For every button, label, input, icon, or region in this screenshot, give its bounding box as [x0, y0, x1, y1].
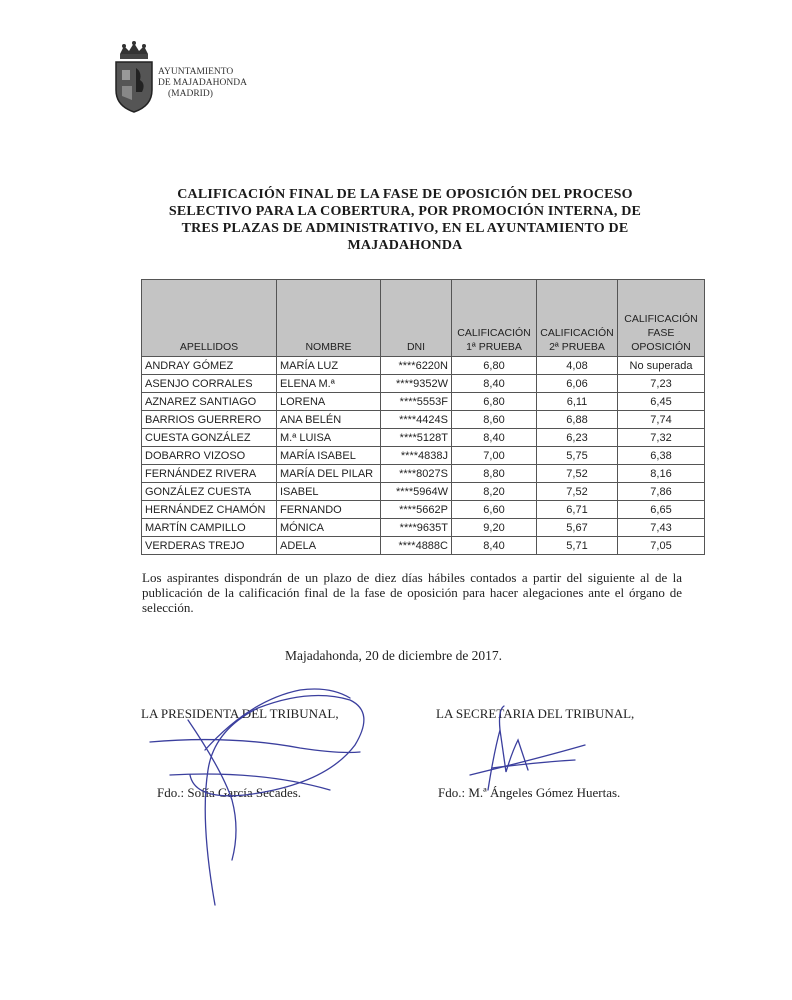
cell-calificacion-final: 7,32	[618, 429, 705, 447]
cell-nombre: M.ª LUISA	[277, 429, 381, 447]
cell-apellidos: ASENJO CORRALES	[142, 375, 277, 393]
cell-apellidos: MARTÍN CAMPILLO	[142, 519, 277, 537]
cell-calificacion-2: 5,67	[537, 519, 618, 537]
municipal-crest-logo	[112, 40, 156, 114]
cell-dni: ****4838J	[381, 447, 452, 465]
cell-apellidos: CUESTA GONZÁLEZ	[142, 429, 277, 447]
cell-calificacion-2: 6,11	[537, 393, 618, 411]
table-row	[142, 429, 705, 447]
cell-calificacion-2: 5,75	[537, 447, 618, 465]
cell-dni: ****6220N	[381, 357, 452, 375]
cell-nombre: ANA BELÉN	[277, 411, 381, 429]
president-name: Fdo.: Sofía García Secades.	[157, 785, 302, 800]
cell-dni: ****4888C	[381, 537, 452, 555]
header-nombre: NOMBRE	[277, 280, 381, 357]
place-and-date: Majadahonda, 20 de diciembre de 2017.	[285, 648, 503, 663]
cell-calificacion-2: 7,52	[537, 465, 618, 483]
table-row	[142, 411, 705, 429]
cell-apellidos: FERNÁNDEZ RIVERA	[142, 465, 277, 483]
header-dni: DNI	[381, 280, 452, 357]
table-row	[142, 375, 705, 393]
header-calificacion-2	[537, 280, 618, 357]
secretary-name: Fdo.: M.ª Ángeles Gómez Huertas.	[438, 785, 621, 800]
cell-calificacion-2: 6,88	[537, 411, 618, 429]
table-row	[142, 483, 705, 501]
cell-calificacion-final: 7,23	[618, 375, 705, 393]
cell-dni: ****5662P	[381, 501, 452, 519]
cell-calificacion-1: 8,20	[452, 483, 537, 501]
cell-calificacion-1: 8,80	[452, 465, 537, 483]
cell-calificacion-1: 9,20	[452, 519, 537, 537]
issuing-organization	[158, 67, 247, 100]
cell-nombre: MARÍA LUZ	[277, 357, 381, 375]
cell-nombre: ISABEL	[277, 483, 381, 501]
cell-calificacion-final: No superada	[618, 357, 705, 375]
org-line-3: (MADRID)	[168, 89, 213, 99]
cell-nombre: ELENA M.ª	[277, 375, 381, 393]
cell-calificacion-final: 7,86	[618, 483, 705, 501]
table-row	[142, 447, 705, 465]
cell-calificacion-final: 6,65	[618, 501, 705, 519]
cell-apellidos: ANDRAY GÓMEZ	[142, 357, 277, 375]
table-row	[142, 465, 705, 483]
cell-calificacion-2: 6,23	[537, 429, 618, 447]
header-final-line2: FASE	[647, 327, 675, 339]
table-row	[142, 501, 705, 519]
cell-apellidos: GONZÁLEZ CUESTA	[142, 483, 277, 501]
cell-calificacion-1: 7,00	[452, 447, 537, 465]
cell-calificacion-2: 7,52	[537, 483, 618, 501]
cell-dni: ****8027S	[381, 465, 452, 483]
cell-calificacion-1: 8,40	[452, 375, 537, 393]
cell-calificacion-final: 8,16	[618, 465, 705, 483]
cell-dni: ****4424S	[381, 411, 452, 429]
cell-calificacion-final: 6,45	[618, 393, 705, 411]
cell-calificacion-final: 7,43	[618, 519, 705, 537]
cell-calificacion-1: 8,60	[452, 411, 537, 429]
grades-table	[141, 279, 705, 555]
cell-dni: ****5964W	[381, 483, 452, 501]
header-apellidos: APELLIDOS	[142, 280, 277, 357]
cell-calificacion-final: 7,05	[618, 537, 705, 555]
cell-dni: ****5128T	[381, 429, 452, 447]
cell-calificacion-final: 7,74	[618, 411, 705, 429]
header-calif2-line2: 2ª PRUEBA	[549, 341, 605, 353]
cell-nombre: ADELA	[277, 537, 381, 555]
cell-apellidos: VERDERAS TREJO	[142, 537, 277, 555]
table-row	[142, 357, 705, 375]
cell-calificacion-2: 4,08	[537, 357, 618, 375]
cell-calificacion-1: 6,60	[452, 501, 537, 519]
org-line-2: DE MAJADAHONDA	[158, 78, 247, 88]
cell-apellidos: HERNÁNDEZ CHAMÓN	[142, 501, 277, 519]
table-row	[142, 393, 705, 411]
cell-nombre: FERNANDO	[277, 501, 381, 519]
cell-calificacion-1: 8,40	[452, 429, 537, 447]
document-title: CALIFICACIÓN FINAL DE LA FASE DE OPOSICIÓN DEL PROCESO SELECTIVO PARA LA COBERTURA, POR PROMOCIÓN INTERNA, DE TRES PLAZAS DE ADMINISTRATIVO, EN EL AYUNTAMIENTO DE MAJADAHONDA	[168, 187, 642, 253]
cell-calificacion-1: 6,80	[452, 357, 537, 375]
cell-calificacion-2: 6,06	[537, 375, 618, 393]
cell-calificacion-2: 5,71	[537, 537, 618, 555]
cell-nombre: MARÍA DEL PILAR	[277, 465, 381, 483]
table-row	[142, 519, 705, 537]
cell-apellidos: AZNAREZ SANTIAGO	[142, 393, 277, 411]
header-calif1-line1: CALIFICACIÓN	[457, 327, 531, 339]
cell-dni: ****9635T	[381, 519, 452, 537]
header-final-line1: CALIFICACIÓN	[624, 313, 698, 325]
cell-nombre: MARÍA ISABEL	[277, 447, 381, 465]
cell-dni: ****9352W	[381, 375, 452, 393]
allegations-notice: Los aspirantes dispondrán de un plazo de diez días hábiles contados a partir del siguiente al de la publicación de la calificación final de la fase de oposición para hacer alegaciones ante el órgano de selección.	[142, 570, 682, 615]
secretary-role: LA SECRETARIA DEL TRIBUNAL,	[436, 706, 635, 721]
president-role: LA PRESIDENTA DEL TRIBUNAL,	[141, 706, 339, 721]
cell-dni: ****5553F	[381, 393, 452, 411]
cell-calificacion-final: 6,38	[618, 447, 705, 465]
header-calificacion-1	[452, 280, 537, 357]
cell-nombre: LORENA	[277, 393, 381, 411]
org-line-1: AYUNTAMIENTO	[158, 67, 234, 77]
cell-apellidos: DOBARRO VIZOSO	[142, 447, 277, 465]
header-calif1-line2: 1ª PRUEBA	[466, 341, 522, 353]
cell-calificacion-1: 8,40	[452, 537, 537, 555]
cell-apellidos: BARRIOS GUERRERO	[142, 411, 277, 429]
header-calificacion-final	[618, 280, 705, 357]
header-final-line3: OPOSICIÓN	[631, 341, 691, 353]
cell-nombre: MÓNICA	[277, 519, 381, 537]
header-calif2-line1: CALIFICACIÓN	[540, 327, 614, 339]
grades-table-header	[142, 280, 705, 357]
cell-calificacion-2: 6,71	[537, 501, 618, 519]
cell-calificacion-1: 6,80	[452, 393, 537, 411]
table-row	[142, 537, 705, 555]
